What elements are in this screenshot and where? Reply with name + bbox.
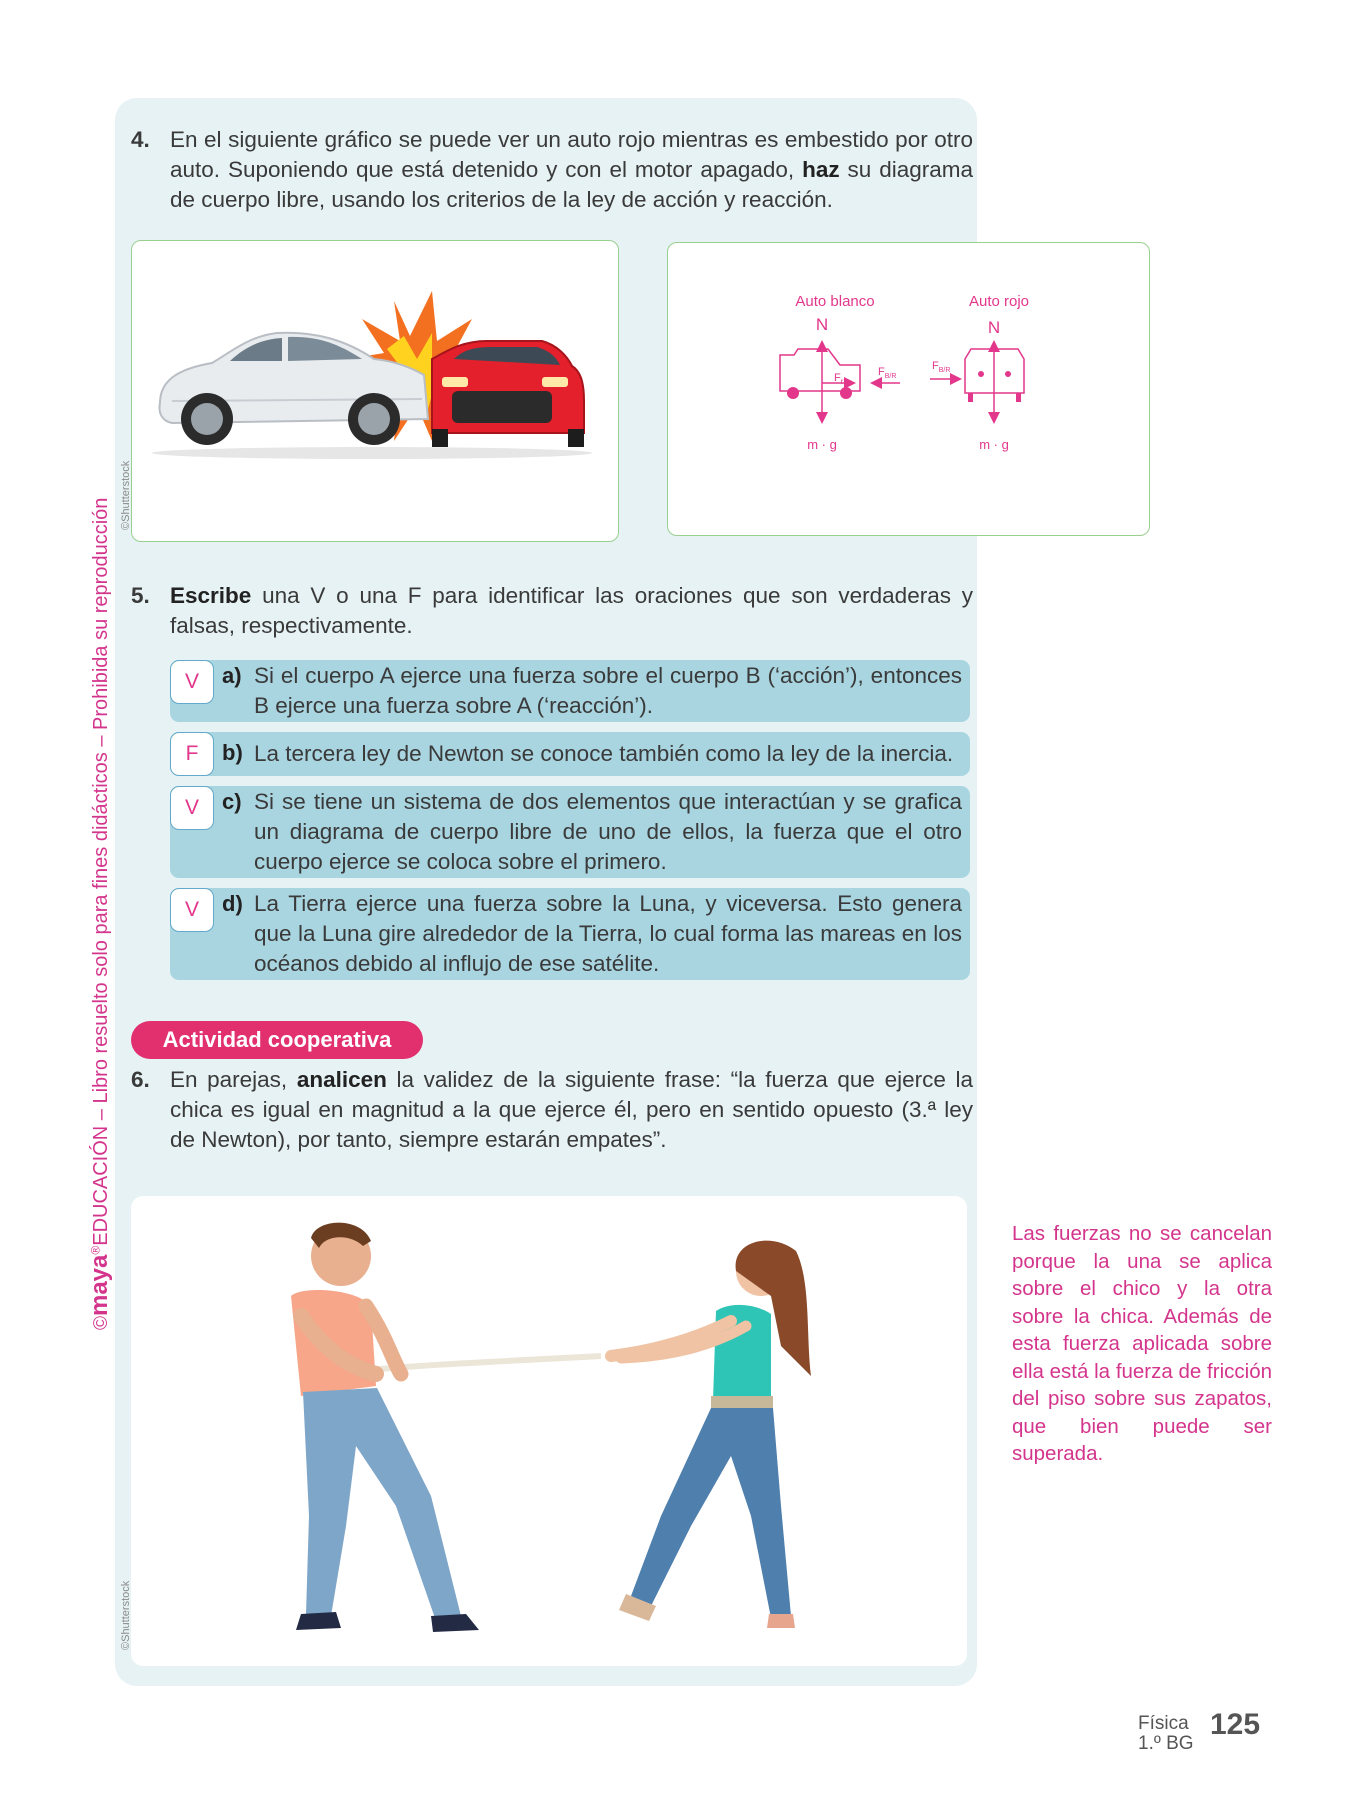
image-credit: ©Shutterstock [120, 460, 132, 530]
wheel [1016, 393, 1021, 402]
question-text [170, 581, 973, 641]
weight-label-red: m · g [979, 437, 1009, 452]
label-red-car: Auto rojo [968, 293, 1030, 310]
statement-b [170, 732, 970, 776]
force-symbol: F [878, 366, 885, 378]
tug-of-war-image [131, 1196, 967, 1666]
statement-text: Si el cuerpo A ejerce una fuerza sobre el cuerpo B (‘acción’), entonces B ejerce una fuerza sobre A (‘reacción’). [254, 663, 962, 718]
force-subscript: B/R [938, 367, 951, 374]
question-6 [131, 1065, 973, 1160]
answer-box[interactable]: F [170, 732, 214, 776]
force-subscript: r [840, 377, 844, 386]
statement-d [170, 888, 970, 980]
subject-name: Física [1138, 1713, 1189, 1734]
normal-force-red: N [987, 318, 1001, 337]
answer-box[interactable]: V [170, 888, 214, 932]
wheel [840, 387, 852, 399]
wheel [968, 393, 973, 402]
registered-symbol: ® [88, 1245, 103, 1255]
free-body-diagram-drawing [668, 243, 1149, 535]
brand-logo: maya [86, 1254, 113, 1316]
force-subscript: B/R [884, 373, 897, 380]
headlight [978, 371, 984, 377]
image-credit: ©Shutterstock [120, 1580, 132, 1650]
statement-text: Si se tiene un sistema de dos elementos que interactúan y se grafica un diagrama de cuerpo libre de uno de ellos, la fuerza que el otro cuerpo ejerce se coloca sobre el primero. [254, 789, 962, 874]
question-text-part: la validez de la siguiente frase: “la fuerza que ejerce la chica es igual en magnitud a la que ejerce él, pero en sentido opuesto (3.ª ley de Newton), por tanto, siempre estarán empates”. [170, 1067, 973, 1152]
footer-subject [1138, 1714, 1194, 1754]
question-number: 4. [131, 127, 150, 152]
answer-box[interactable]: V [170, 660, 214, 704]
solution-answer: Las fuerzas no se cancelan porque la una se aplica sobre el chico y la otra sobre la chica. Además de esta fuerza aplicada sobre ella está la fuerza de fricción del piso sobre sus zapatos, que bien puede ser superada. [1012, 1222, 1272, 1465]
label-applied-force [834, 372, 844, 386]
statement-letter: b) [222, 740, 243, 765]
statement-letter: d) [222, 891, 243, 916]
question-bold-verb: analicen [296, 1067, 387, 1092]
copyright-notice [86, 498, 114, 1330]
answer-box[interactable]: V [170, 786, 214, 830]
tug-of-war-illustration [131, 1196, 967, 1666]
question-text [170, 1065, 973, 1155]
copyright-text: EDUCACIÓN – Libro resuelto solo para fines didácticos – Prohibida su reproducción [90, 497, 112, 1246]
force-symbol: F [932, 360, 939, 372]
white-car-outline [780, 349, 860, 391]
page-number: 125 [1210, 1708, 1261, 1741]
free-body-diagram [667, 242, 1150, 536]
weight-label-white: m · g [807, 437, 837, 452]
question-4 [131, 125, 973, 220]
normal-force-white: N [815, 315, 829, 334]
statement-letter: a) [222, 663, 242, 688]
statement-letter: c) [222, 789, 242, 814]
label-white-car: Auto blanco [795, 293, 875, 310]
question-bold-verb: Escribe [170, 583, 252, 608]
car-crash-image [131, 240, 619, 542]
force-symbol: F [834, 372, 841, 384]
copyright-symbol: © [91, 1316, 112, 1330]
activity-label: Actividad cooperativa [131, 1021, 423, 1059]
statement-a [170, 660, 970, 722]
question-text-part: su diagrama de cuerpo libre, usando los criterios de la ley de acción y reacción. [170, 157, 973, 212]
question-text-part: En parejas, [170, 1067, 297, 1092]
label-action-on-red [932, 360, 950, 374]
question-number: 5. [131, 583, 150, 608]
question-text-part: En el siguiente gráfico se puede ver un auto rojo mientras es embestido por otro auto. Suponiendo que está detenido y con el motor apagado, [170, 127, 973, 182]
question-number: 6. [131, 1067, 150, 1092]
statement-c [170, 786, 970, 878]
grade-level: 1.º BG [1138, 1733, 1194, 1754]
label-reaction-on-white [878, 366, 896, 380]
statement-text: La Tierra ejerce una fuerza sobre la Luna, y viceversa. Esto genera que la Luna gire alrededor de la Tierra, lo cual forma las mareas en los océanos debido al influjo de ese satélite. [254, 891, 962, 976]
statement-text: La tercera ley de Newton se conoce también como la ley de la inercia. [254, 741, 954, 766]
question-5 [131, 581, 973, 643]
headlight [1005, 371, 1011, 377]
question-text-part: una V o una F para identificar las oraciones que son verdaderas y falsas, respectivamente. [170, 583, 973, 638]
car-crash-illustration [132, 241, 618, 541]
question-text [170, 125, 973, 215]
question-bold-verb: haz [802, 157, 840, 182]
wheel [787, 387, 799, 399]
